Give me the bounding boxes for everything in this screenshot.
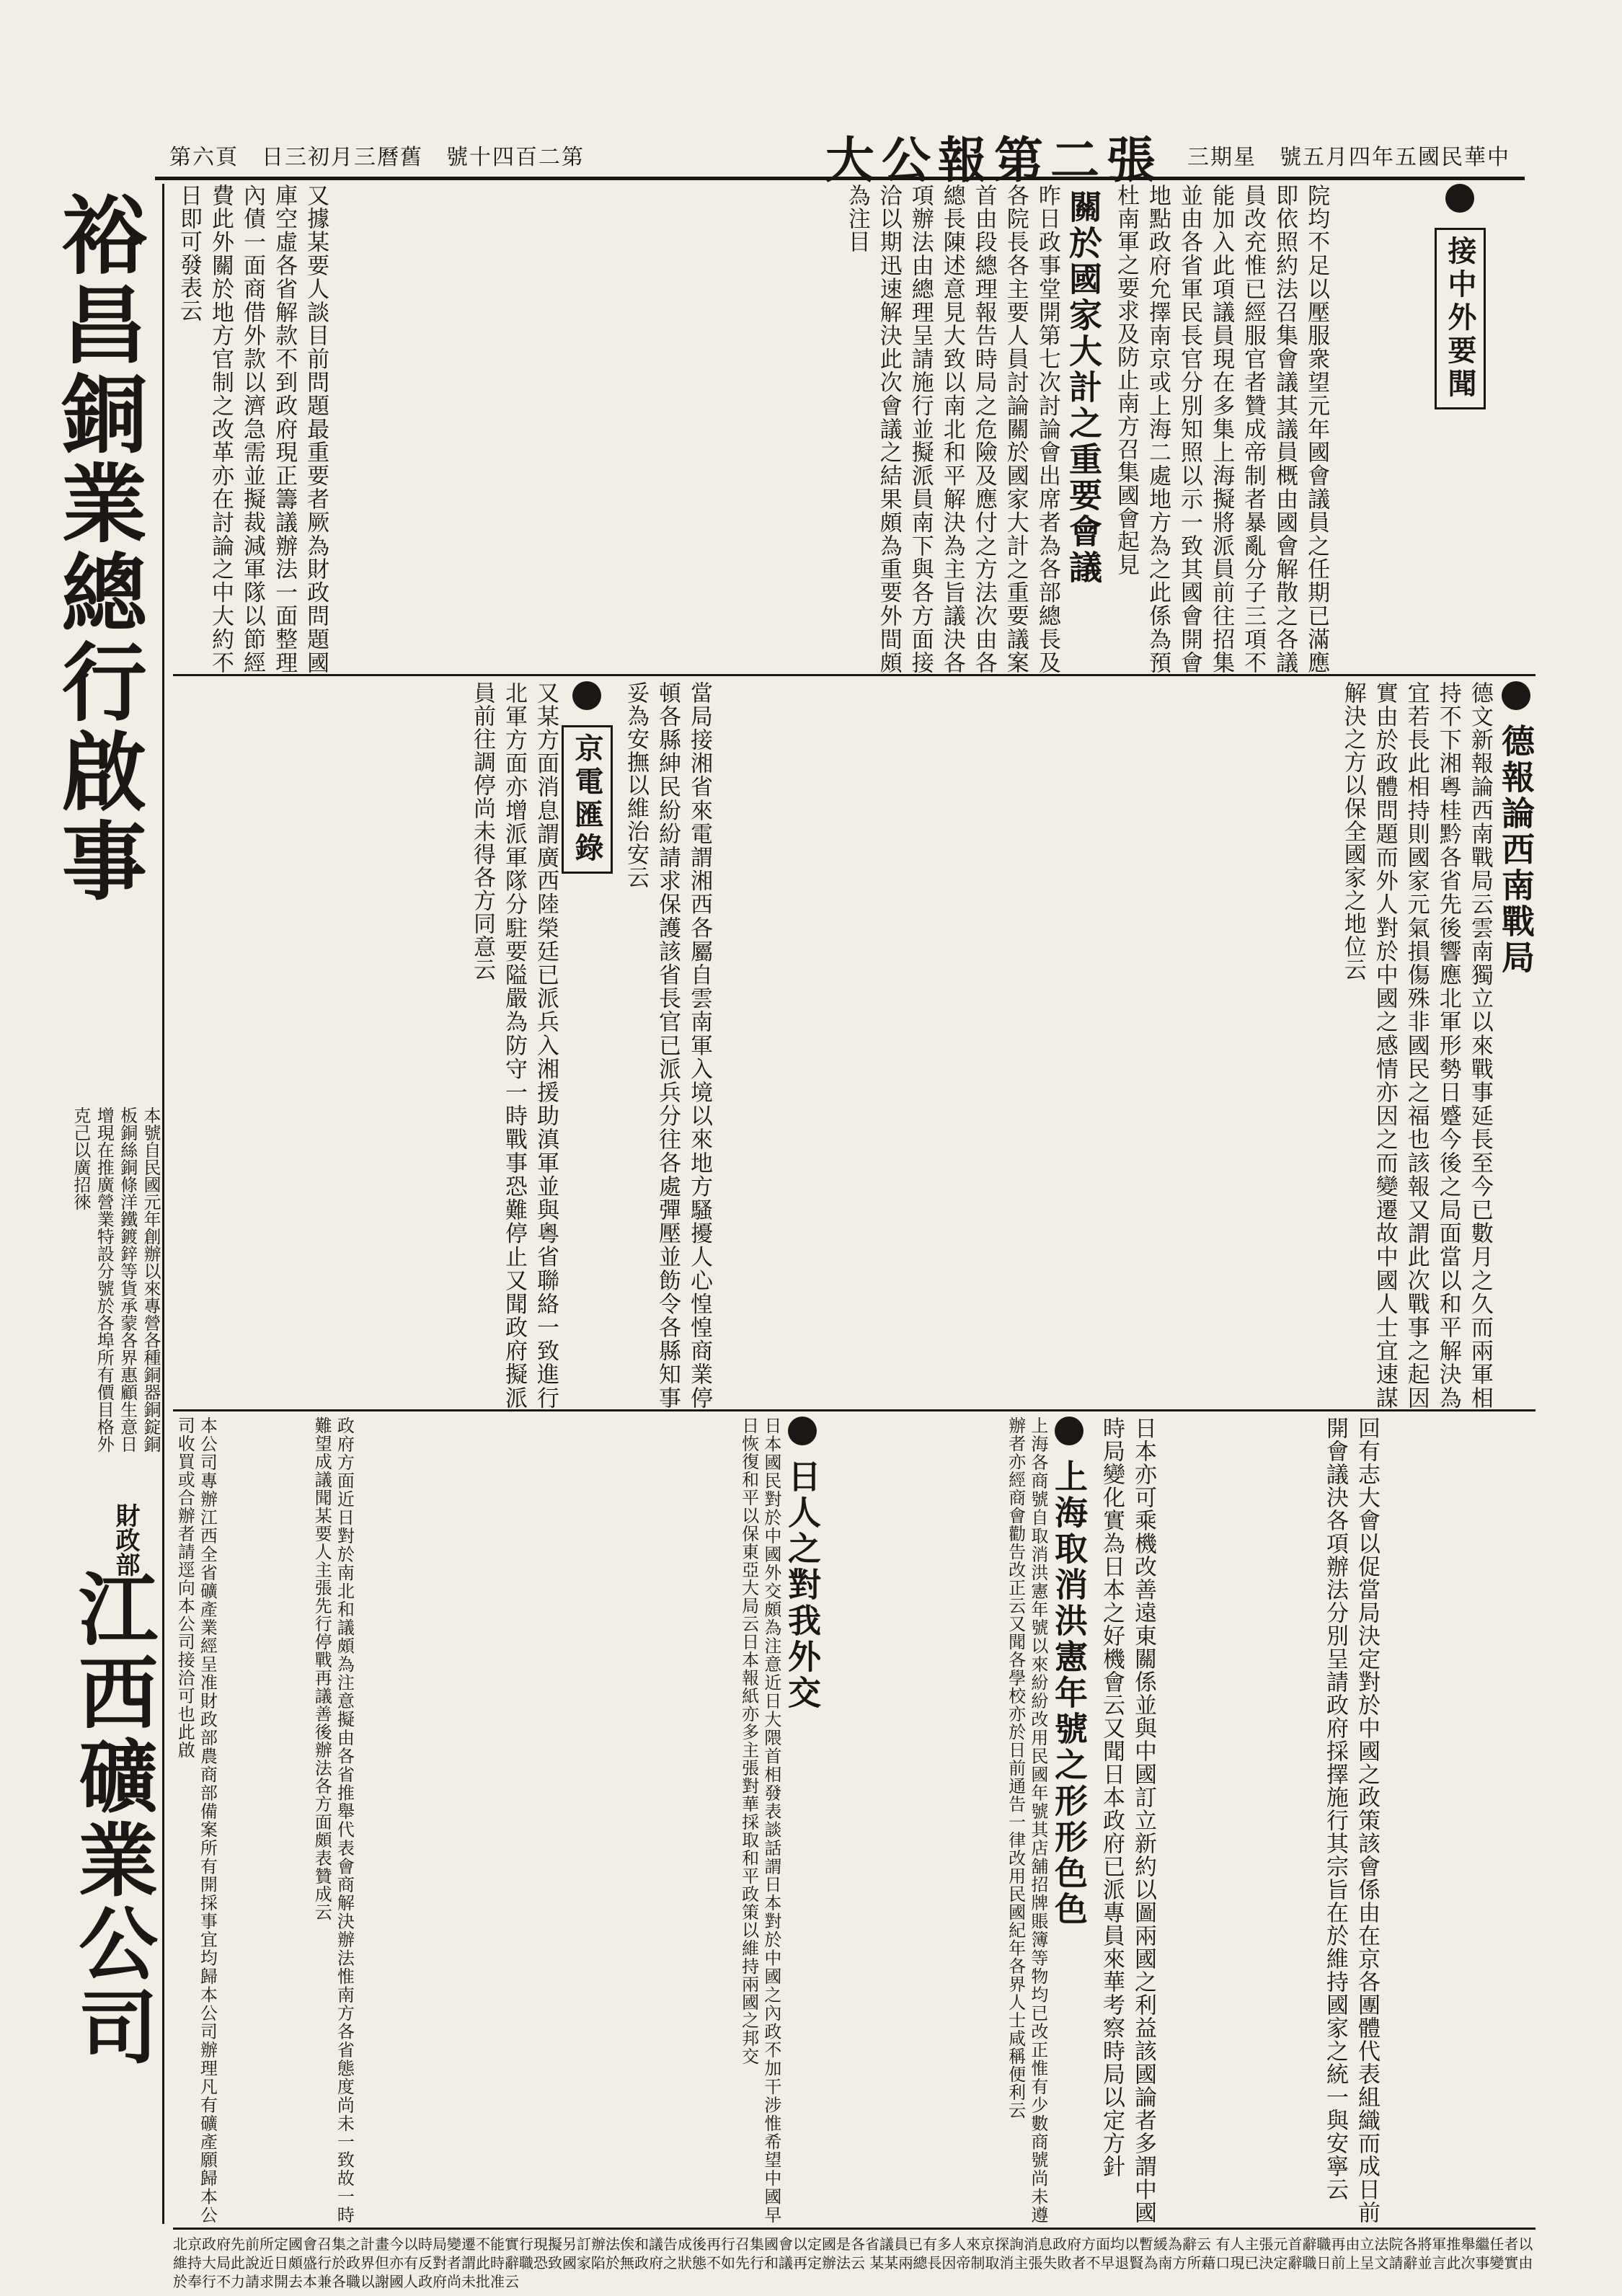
- article-body: 本公司專辦江西全省礦產業經呈准財政部農商部備案所有開採事宜均歸本公司辦理凡有礦產願歸本公司收買或合辦者請逕向本公司接洽可也此啟: [174, 1417, 218, 2224]
- article-headline: 關於國家大計之重要會議: [1064, 190, 1103, 586]
- ad-note: 財政部: [111, 1503, 140, 1577]
- article-body: 昨日政事堂開第七次討論會出席者為各部總長及各院長各主要人員討論關於國家大計之重要議案首由段總理報告時局之危險及應付之方法次由各總長陳述意見大致以南北和平解決為主旨議決各項辦法由總理呈請施行並擬派員南下與各方面接洽以期迅速解決此次會議之結果頗為重要外間頗為注目: [843, 184, 1060, 674]
- article-3: [173, 184, 548, 674]
- middle-band: [173, 681, 1535, 1411]
- article-1: [1110, 184, 1427, 674]
- masthead-issue-info: 第六頁 日三初月三曆舊 號十四百二第: [169, 145, 585, 170]
- article-body: 又據某要人談目前問題最重要者厥為財政問題國庫空虛各省解款不到政府現正籌議辦法一面整理內債一面商借外款以濟急需並擬裁減軍隊以節經費此外關於地方官制之改革亦在討論之中大約不日即可發表云: [176, 184, 329, 674]
- footer-strip: [173, 2235, 1535, 2292]
- masthead: [155, 126, 1525, 190]
- article-body: 日本亦可乘機改善遠東關係並與中國訂立新約以圖兩國之利益該國論者多謂中國時局變化實為日本之好機會云又聞日本政府已派專員來華考察時局以定方針: [1099, 1417, 1157, 2224]
- section-important-news: [1435, 184, 1535, 674]
- article-body: 回有志大會以促當局決定對於中國之政策該會係由在京各團體代表組織而成日前開會議決各項辦法分別呈請政府採擇施行其宗旨在於維持國家之統一與安寧云: [1322, 1417, 1381, 2224]
- article-body: 政府方面近日對於南北和議頗為注意擬由各省推舉代表會商解決辦法惟南方各省態度尚未一致故一時難望成議聞某要人主張先行停戰再議善後辦法各方面頗表贊成云: [311, 1417, 355, 2224]
- article-body: 德文新報論西南戰局云雲南獨立以來戰事延長至今已數月之久而兩軍相持不下湘粵桂黔各省先後響應北軍形勢日蹙今後之局面當以和平解決為宜若長此相持則國家元氣損傷殊非國民之福也該報又謂此次戰事之起因實由於政體問題而外人對於中國之感情亦因之而變遷故中國人士宜速謀解決之方以保全國家之地位云: [1339, 681, 1493, 1409]
- bullet-circle-icon: [1502, 681, 1530, 710]
- article-headline: 上海取消洪憲年號之形形色色: [1050, 1459, 1089, 1928]
- article-body: 又某方面消息謂廣西陸榮廷已派兵入湘援助滇軍並與粵省聯絡一致進行北軍方面亦增派軍隊分駐要隘嚴為防守一時戰事恐難停止又聞政府擬派員前往調停尚未得各方同意云: [469, 681, 559, 1409]
- masthead-date: 三期星 號五月四年五國民華中: [1187, 145, 1510, 170]
- article-15: [173, 1417, 303, 2224]
- section-title: 接中外要聞: [1435, 228, 1486, 409]
- article-7: [310, 1417, 526, 2224]
- left-advertisement: [29, 184, 164, 2224]
- article-4: [901, 681, 1535, 1409]
- bullet-circle-icon: [1445, 184, 1474, 213]
- article-body: 當局接湘省來電謂湘西各屬自雲南軍入境以來地方騷擾人心惶惶商業停頓各縣紳民紛紛請求保護該省長官已派兵分往各處彈壓並飭令各縣知事妥為安撫以維治安云: [623, 681, 713, 1409]
- article-11-body: 某某兩總長因帝制取消主張失敗者不早退賢為南方所藉口現已決定辭職日前上呈文請辭並言此次事變實由於奉行不力請求開去本兼各職以謝國人政府尚未批准云: [173, 2254, 1533, 2290]
- article-body: 上海各商號自取消洪憲年號以來紛紛改用民國年號其店舖招牌賬簿等物均已改正惟有少數商號尚未遵辦者亦經商會勸告改正云又聞各學校亦於日前通告一律改用民國紀年各界人士咸稱便利云: [1005, 1417, 1048, 2224]
- article-headline: 日人之對我外交: [783, 1459, 822, 1712]
- section-title: 京電匯錄: [562, 725, 613, 874]
- bullet-circle-icon: [572, 681, 601, 710]
- article-headline: 德報論西南戰局: [1497, 724, 1535, 977]
- article-14: [829, 1417, 1089, 2224]
- article-9: [533, 1417, 822, 2224]
- ad-title: 裕昌銅業總行啟事: [47, 191, 148, 906]
- top-band: [173, 184, 1535, 676]
- article-6: [173, 681, 613, 1409]
- bottom-rule: [173, 2228, 1535, 2230]
- hidden-spacer: [173, 681, 174, 682]
- article-5: [620, 681, 894, 1409]
- bullet-circle-icon: [788, 1417, 817, 1445]
- ad-title-2: 江西礦業公司: [66, 1568, 159, 2070]
- article-8-body: 北京政府先前所定國會召集之計畫今以時局變遷不能實行現擬另訂辦法俟和議告成後再行召集國會以定國是各省議員已有多人來京探詢消息政府方面均以暫緩為辭云: [173, 2235, 1211, 2253]
- ad-body: 本號自民國元年創辦以來專營各種銅器銅錠銅板銅絲銅條洋鐵鍍鋅等貨承蒙各界惠顧生意日增現在推廣營業特設分號於各埠所有價目格外克己以廣招徠: [70, 1107, 161, 1453]
- article-10-body: 有人主張元首辭職再由立法院各將軍推舉繼任者以維持大局此說近日頗盛行於政界但亦有反對者謂此時辭職恐致國家陷於無政府之狀態不如先行和議再定辦法云: [173, 2235, 1533, 2271]
- masthead-title: 大公報第二張: [825, 132, 1164, 190]
- bottom-band: [173, 1417, 1535, 2224]
- bullet-circle-icon: [1055, 1417, 1083, 1445]
- article-2: [555, 184, 1103, 674]
- article-13: [1096, 1417, 1312, 2224]
- article-body: 日本國民對於中國外交頗為注意近日大隈首相發表談話謂日本對於中國之內政不加干涉惟希望中國早日恢復和平以保東亞大局云日本報紙亦多主張對華採取和平政策以維持兩國之邦交: [738, 1417, 781, 2224]
- article-12: [1319, 1417, 1535, 2224]
- article-body: 院均不足以壓服衆望元年國會議員之任期已滿應即依照約法召集會議其議員概由國會解散之各議員改充惟已經服官者贊成帝制者暴亂分子三項不能加入此項議員現在多集上海擬將派員前往招集並由各省軍民長官分別知照以示一致其國會開會地點政府允擇南京或上海二處地方為之此係為預杜南軍之要求及防止南方召集國會起見: [1113, 184, 1330, 674]
